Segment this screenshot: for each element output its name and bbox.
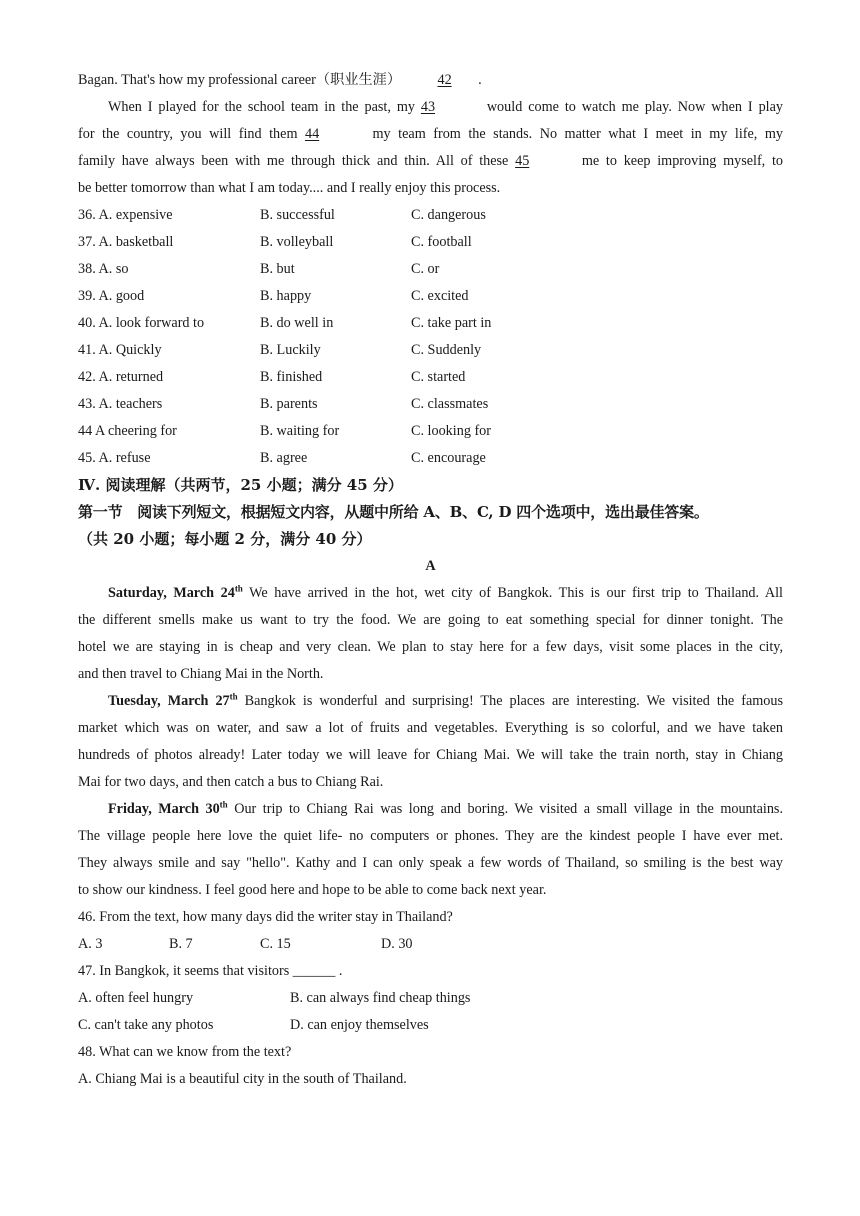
option-a[interactable]: 44 A cheering for <box>78 423 177 439</box>
option-c[interactable]: C. started <box>411 369 466 385</box>
option-c[interactable]: C. dangerous <box>411 207 486 223</box>
passage-letter: A <box>425 558 436 574</box>
option-c[interactable]: C. excited <box>411 288 469 304</box>
diary-line: to show our kindness. I feel good here and hope to be able to come back next year. <box>78 882 547 898</box>
cloze-option-row <box>78 418 783 445</box>
diary-line: the different smells make us want to try the food. We are going to eat something special for dinner tonight. The <box>78 612 783 628</box>
diary-line <box>78 580 783 607</box>
section-heading: Ⅳ. 阅读理解（共两节，25 小题；满分 45 分） <box>78 476 403 494</box>
diary-text: Our trip to Chiang Rai was long and boring. We visited a small village in the mountains. <box>227 801 783 817</box>
cloze-option-row <box>78 310 783 337</box>
option-a[interactable]: A. often feel hungry <box>78 990 194 1006</box>
question-46-options <box>78 931 783 958</box>
cloze-option-row <box>78 337 783 364</box>
option-c[interactable]: C. take part in <box>411 315 492 331</box>
option-b[interactable]: B. volleyball <box>260 234 334 250</box>
question-47-options <box>78 1012 783 1039</box>
option-a[interactable]: 38. A. so <box>78 261 129 277</box>
diary-date: Tuesday, March 27th <box>108 691 238 709</box>
option-d[interactable]: D. 30 <box>381 936 413 952</box>
option-c[interactable]: C. looking for <box>411 423 491 439</box>
question-47: 47. In Bangkok, it seems that visitors ______ . <box>78 963 343 979</box>
question-46: 46. From the text, how many days did the writer stay in Thailand? <box>78 909 453 925</box>
option-b[interactable]: B. 7 <box>169 936 193 952</box>
exam-page <box>78 67 783 1093</box>
blank-44: 44 <box>305 126 320 142</box>
cloze-option-row <box>78 283 783 310</box>
option-b[interactable]: B. agree <box>260 450 308 466</box>
option-b[interactable]: B. but <box>260 261 295 277</box>
option-a[interactable]: A. 3 <box>78 936 103 952</box>
diary-line: Mai for two days, and then catch a bus to Chiang Rai. <box>78 774 384 790</box>
option-d[interactable]: D. can enjoy themselves <box>290 1017 429 1033</box>
passage-text: . <box>478 72 482 88</box>
option-a[interactable]: 45. A. refuse <box>78 450 151 466</box>
option-b[interactable]: B. do well in <box>260 315 334 331</box>
subsection-heading-score: （共 20 小题；每小题 2 分，满分 40 分） <box>78 530 372 548</box>
question-47-options <box>78 985 783 1012</box>
subsection-heading: 第一节 阅读下列短文，根据短文内容，从题中所给 A、B、C, D 四个选项中，选出最佳答案。 <box>78 503 709 521</box>
passage-text: would come to watch me play. Now when I play <box>486 99 784 115</box>
diary-line: The village people here love the quiet life- no computers or phones. They are the kindest people I have ever met. <box>78 828 783 844</box>
passage-line: be better tomorrow than what I am today.... and I really enjoy this process. <box>78 180 501 196</box>
option-a[interactable]: 41. A. Quickly <box>78 342 162 358</box>
diary-line: hundreds of photos already! Later today we will leave for Chiang Mai. We will take the train north, stay in Chiang <box>78 747 783 763</box>
passage-line <box>78 148 783 175</box>
passage-text: When I played for the school team in the past, my <box>108 99 415 115</box>
diary-line: market which was on water, and saw a lot of fruits and vegetables. Everything is so colorful, and we have taken <box>78 720 783 736</box>
diary-text: Bangkok is wonderful and surprising! The places are interesting. We visited the famous <box>237 693 783 709</box>
diary-date: Saturday, March 24th <box>108 583 243 601</box>
passage-text: Bagan. That's how my professional career（职业生涯） <box>78 72 402 88</box>
option-b[interactable]: B. can always find cheap things <box>290 990 471 1006</box>
diary-line <box>78 688 783 715</box>
option-c[interactable]: C. 15 <box>260 936 291 952</box>
option-c[interactable]: C. classmates <box>411 396 489 412</box>
option-a[interactable]: 39. A. good <box>78 288 145 304</box>
option-c[interactable]: C. football <box>411 234 472 250</box>
option-a[interactable]: 40. A. look forward to <box>78 315 205 331</box>
cloze-option-row <box>78 364 783 391</box>
option-b[interactable]: B. parents <box>260 396 318 412</box>
diary-date: Friday, March 30th <box>108 799 228 817</box>
passage-line <box>78 94 783 121</box>
diary-line: hotel we are staying in is cheap and very clean. We plan to stay here for a few days, visit some places in the city, <box>78 639 783 655</box>
option-c[interactable]: C. can't take any photos <box>78 1017 214 1033</box>
question-48: 48. What can we know from the text? <box>78 1044 292 1060</box>
option-a[interactable]: 42. A. returned <box>78 369 164 385</box>
blank-45: 45 <box>515 153 530 169</box>
diary-line: They always smile and say "hello". Kathy and I can only speak a few words of Thailand, so smiling is the best way <box>78 855 783 871</box>
option-c[interactable]: C. Suddenly <box>411 342 482 358</box>
option-a[interactable]: 37. A. basketball <box>78 234 174 250</box>
option-b[interactable]: B. Luckily <box>260 342 321 358</box>
passage-text: family have always been with me through thick and thin. All of these <box>78 153 509 169</box>
cloze-option-row <box>78 256 783 283</box>
diary-line: and then travel to Chiang Mai in the North. <box>78 666 324 682</box>
option-c[interactable]: C. encourage <box>411 450 486 466</box>
option-b[interactable]: B. finished <box>260 369 323 385</box>
blank-43: 43 <box>420 99 436 115</box>
option-a[interactable]: 43. A. teachers <box>78 396 163 412</box>
option-a[interactable]: 36. A. expensive <box>78 207 173 223</box>
cloze-option-row <box>78 391 783 418</box>
cloze-options <box>78 202 783 472</box>
passage-line <box>78 67 783 94</box>
passage-text: for the country, you will find them <box>78 126 298 142</box>
cloze-option-row <box>78 445 783 472</box>
option-c[interactable]: C. or <box>411 261 440 277</box>
diary-line <box>78 796 783 823</box>
passage-text: my team from the stands. No matter what I meet in my life, my <box>372 126 783 142</box>
cloze-option-row <box>78 229 783 256</box>
cloze-option-row <box>78 202 783 229</box>
option-b[interactable]: B. waiting for <box>260 423 340 439</box>
blank-42: 42 <box>437 72 452 88</box>
option-a[interactable]: A. Chiang Mai is a beautiful city in the south of Thailand. <box>78 1071 407 1087</box>
passage-text: me to keep improving myself, to <box>581 153 783 169</box>
diary-text: We have arrived in the hot, wet city of Bangkok. This is our first trip to Thailand. All <box>242 585 784 601</box>
passage-line <box>78 121 783 148</box>
option-b[interactable]: B. successful <box>260 207 335 223</box>
option-b[interactable]: B. happy <box>260 288 312 304</box>
